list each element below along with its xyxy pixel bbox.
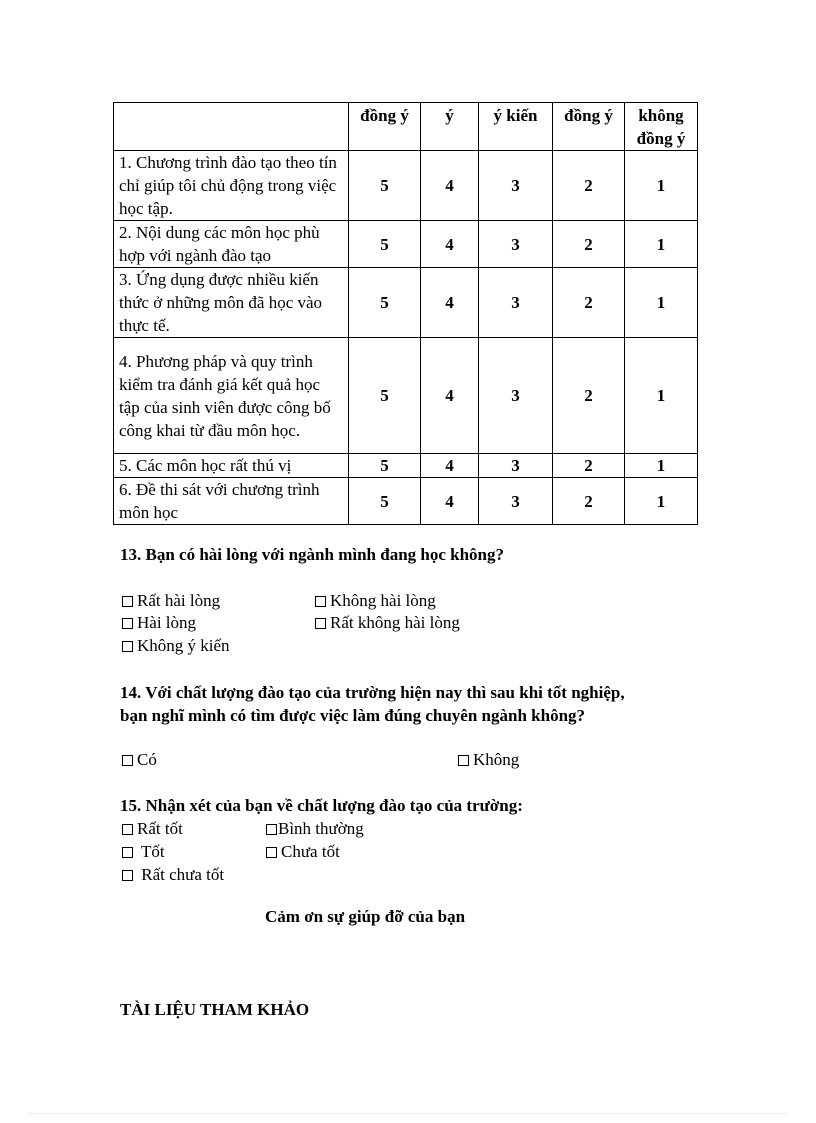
score-cell[interactable]: 5 xyxy=(349,454,421,478)
header-agree-2: đồng ý xyxy=(553,103,625,151)
q13-option[interactable]: Hài lòng xyxy=(122,611,196,634)
q15-title: 15. Nhận xét của bạn về chất lượng đào tạo của trường: xyxy=(120,796,523,815)
score-cell[interactable]: 5 xyxy=(349,338,421,454)
checkbox-icon[interactable] xyxy=(458,755,469,766)
checkbox-icon[interactable] xyxy=(266,824,277,835)
statement-cell: 6. Đề thi sát với chương trình môn học xyxy=(114,478,349,525)
score-cell[interactable]: 4 xyxy=(421,454,479,478)
table-row xyxy=(114,338,698,454)
score-cell[interactable]: 4 xyxy=(421,338,479,454)
q13-title: 13. Bạn có hài lòng với ngành mình đang học không? xyxy=(120,545,505,564)
q14-title-line2: bạn nghĩ mình có tìm được việc làm đúng chuyên ngành không? xyxy=(120,706,586,725)
score-cell[interactable]: 3 xyxy=(479,478,553,525)
score-cell[interactable]: 4 xyxy=(421,151,479,221)
q15-option[interactable]: Tốt xyxy=(122,840,165,863)
checkbox-icon[interactable] xyxy=(315,618,326,629)
q14-option-yes[interactable]: Có xyxy=(122,748,157,771)
score-cell[interactable]: 2 xyxy=(553,454,625,478)
score-cell[interactable]: 1 xyxy=(625,221,698,268)
score-cell[interactable]: 1 xyxy=(625,478,698,525)
score-cell[interactable]: 5 xyxy=(349,151,421,221)
statement-cell: 2. Nội dung các môn học phù hợp với ngành đào tạo xyxy=(114,221,349,268)
checkbox-icon[interactable] xyxy=(122,641,133,652)
closing-text: Cảm ơn sự giúp đỡ của bạn xyxy=(265,907,466,926)
score-cell[interactable]: 2 xyxy=(553,221,625,268)
score-cell[interactable]: 1 xyxy=(625,268,698,338)
score-cell[interactable]: 2 xyxy=(553,338,625,454)
q14-title-line1: 14. Với chất lượng đào tạo của trường hiện nay thì sau khi tốt nghiệp, xyxy=(120,683,625,702)
table-row xyxy=(114,454,698,478)
score-cell[interactable]: 3 xyxy=(479,151,553,221)
score-cell[interactable]: 5 xyxy=(349,478,421,525)
table-row xyxy=(114,478,698,525)
q15-option[interactable]: Chưa tốt xyxy=(266,840,340,863)
score-cell[interactable]: 3 xyxy=(479,338,553,454)
table-row xyxy=(114,221,698,268)
header-agree: đồng ý xyxy=(349,103,421,151)
q13-option[interactable]: Không ý kiến xyxy=(122,634,230,657)
score-cell[interactable]: 4 xyxy=(421,268,479,338)
page-footer-divider xyxy=(28,1113,788,1114)
statement-cell: 1. Chương trình đào tạo theo tín chỉ giúp tôi chủ động trong việc học tập. xyxy=(114,151,349,221)
score-cell[interactable]: 2 xyxy=(553,151,625,221)
score-cell[interactable]: 3 xyxy=(479,268,553,338)
q13-option[interactable]: Rất hài lòng xyxy=(122,589,220,612)
checkbox-icon[interactable] xyxy=(122,596,133,607)
score-cell[interactable]: 2 xyxy=(553,478,625,525)
score-cell[interactable]: 1 xyxy=(625,454,698,478)
header-y: ý xyxy=(421,103,479,151)
q13-option[interactable]: Rất không hài lòng xyxy=(315,611,460,634)
score-cell[interactable]: 5 xyxy=(349,268,421,338)
rating-table xyxy=(113,102,698,525)
score-cell[interactable]: 3 xyxy=(479,221,553,268)
score-cell[interactable]: 3 xyxy=(479,454,553,478)
statement-cell: 5. Các môn học rất thú vị xyxy=(114,454,349,478)
q15-option[interactable]: Bình thường xyxy=(266,817,364,840)
header-statement xyxy=(114,103,349,151)
table-row xyxy=(114,268,698,338)
checkbox-icon[interactable] xyxy=(122,870,133,881)
table-header-row xyxy=(114,103,698,151)
score-cell[interactable]: 5 xyxy=(349,221,421,268)
q14-option-no[interactable]: Không xyxy=(458,748,519,771)
score-cell[interactable]: 2 xyxy=(553,268,625,338)
header-opinion: ý kiến xyxy=(479,103,553,151)
checkbox-icon[interactable] xyxy=(122,618,133,629)
checkbox-icon[interactable] xyxy=(122,847,133,858)
score-cell[interactable]: 1 xyxy=(625,338,698,454)
header-disagree: không đồng ý xyxy=(625,103,698,151)
q13-option[interactable]: Không hài lòng xyxy=(315,589,436,612)
checkbox-icon[interactable] xyxy=(315,596,326,607)
references-heading: TÀI LIỆU THAM KHẢO xyxy=(120,1000,310,1019)
score-cell[interactable]: 4 xyxy=(421,221,479,268)
score-cell[interactable]: 4 xyxy=(421,478,479,525)
checkbox-icon[interactable] xyxy=(266,847,277,858)
checkbox-icon[interactable] xyxy=(122,824,133,835)
score-cell[interactable]: 1 xyxy=(625,151,698,221)
q15-option[interactable]: Rất tốt xyxy=(122,817,183,840)
statement-cell: 3. Ứng dụng được nhiều kiến thức ở những môn đã học vào thực tế. xyxy=(114,268,349,338)
checkbox-icon[interactable] xyxy=(122,755,133,766)
statement-cell: 4. Phương pháp và quy trình kiểm tra đánh giá kết quả học tập của sinh viên được công bố công khai từ đầu môn học. xyxy=(114,338,349,454)
q15-option[interactable]: Rất chưa tốt xyxy=(122,863,224,886)
table-row xyxy=(114,151,698,221)
